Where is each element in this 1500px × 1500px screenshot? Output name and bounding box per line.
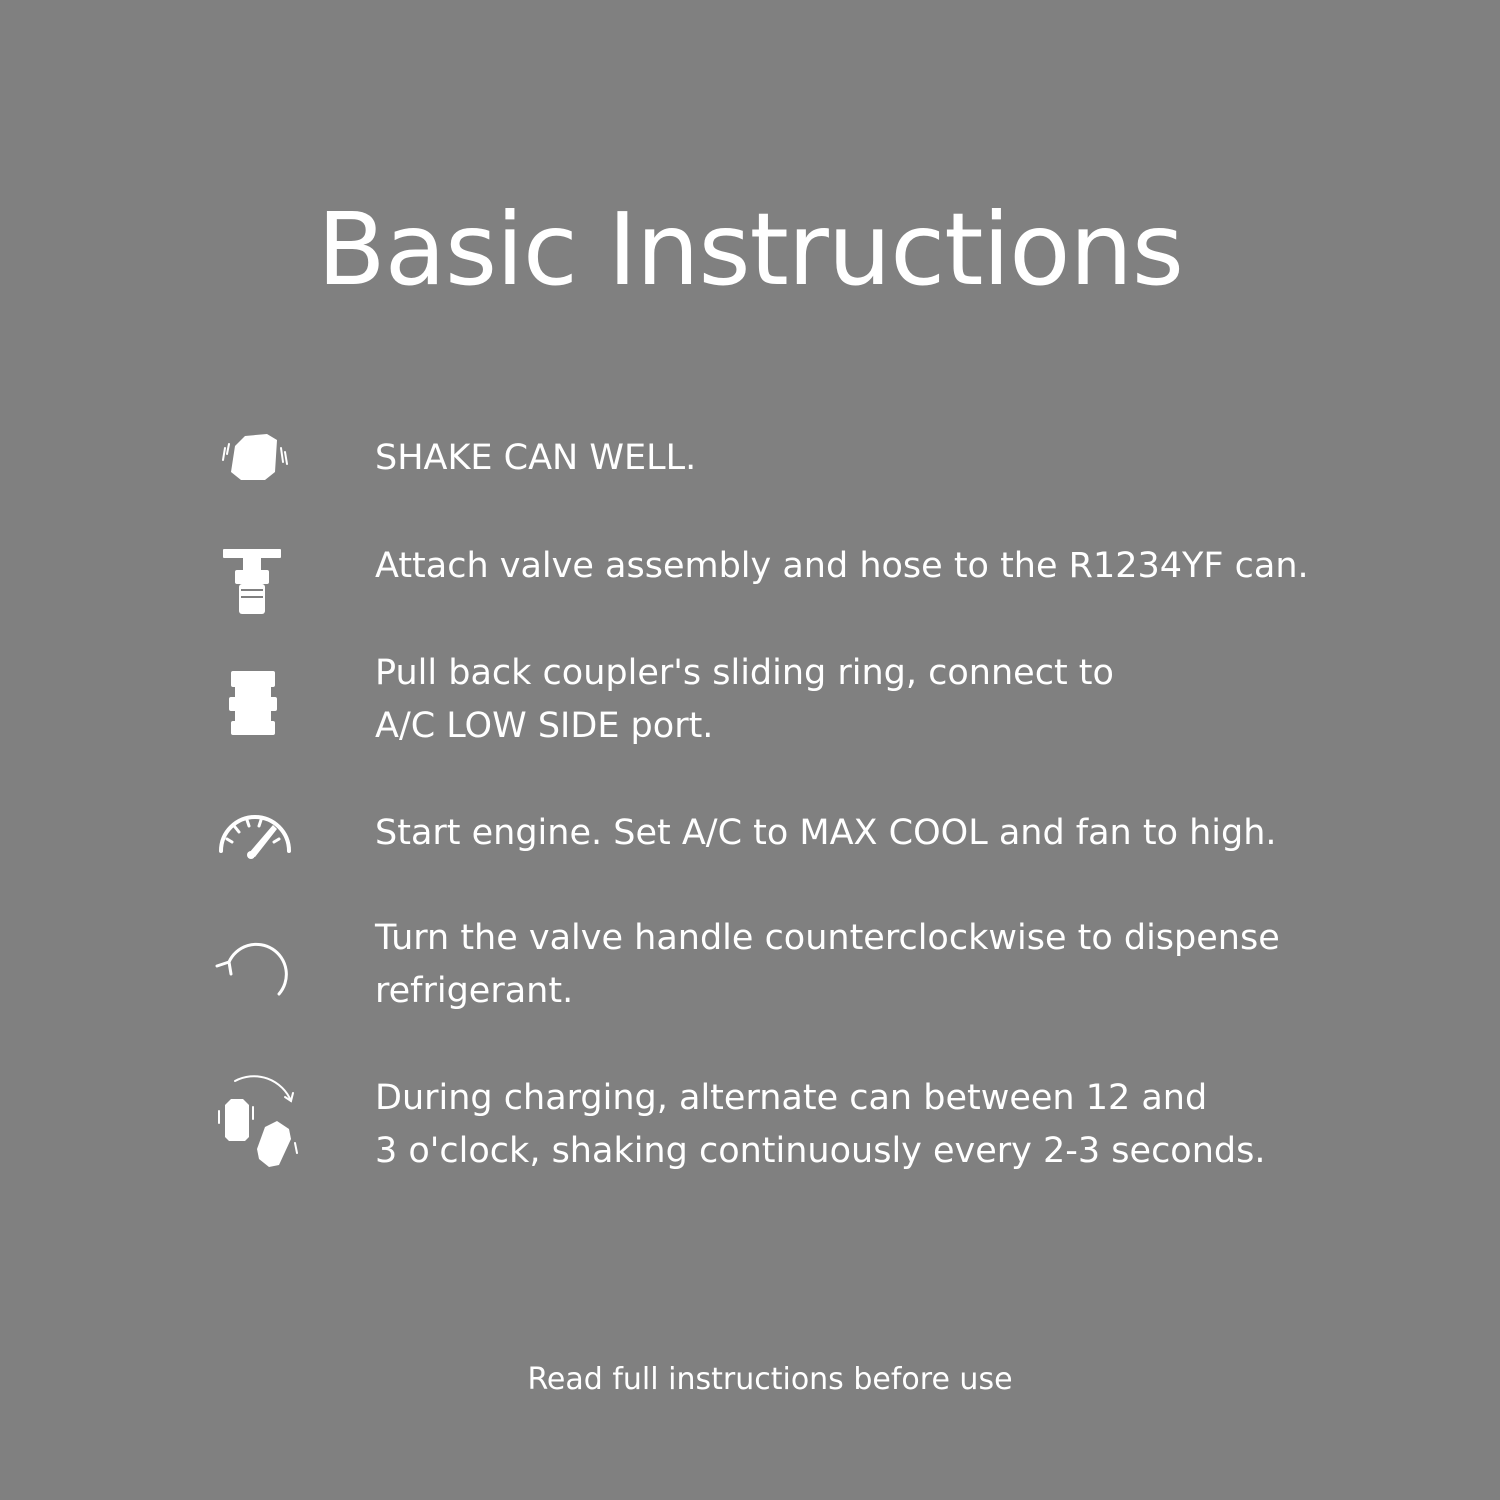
coupler-icon [205,663,301,759]
step-line: Turn the valve handle counterclockwise to dispense [375,918,1280,958]
gauge-icon [205,795,301,891]
step-line: refrigerant. [375,971,574,1011]
alternate-can-icon [205,1075,301,1171]
step-line: A/C LOW SIDE port. [375,706,714,746]
step-line: Start engine. Set A/C to MAX COOL and fan to high. [375,813,1277,853]
step-2-text [375,540,1395,593]
step-3-text [375,647,1395,753]
step-line: Attach valve assembly and hose to the R1234YF can. [375,546,1309,586]
step-line: Pull back coupler's sliding ring, connect to [375,653,1114,693]
step-6-text [375,1072,1395,1178]
shake-can-icon [205,410,301,506]
page-title: Basic Instructions [317,191,1183,308]
counterclockwise-arrow-icon [205,928,301,1024]
step-1-text [375,432,1395,485]
step-5-text [375,912,1395,1018]
valve-assembly-icon [205,535,301,631]
step-line: During charging, alternate can between 12 and [375,1078,1208,1118]
footer-note: Read full instructions before use [527,1362,1013,1397]
step-4-text [375,807,1395,860]
step-line: SHAKE CAN WELL. [375,438,697,478]
step-line: 3 o'clock, shaking continuously every 2-3 seconds. [375,1131,1266,1171]
